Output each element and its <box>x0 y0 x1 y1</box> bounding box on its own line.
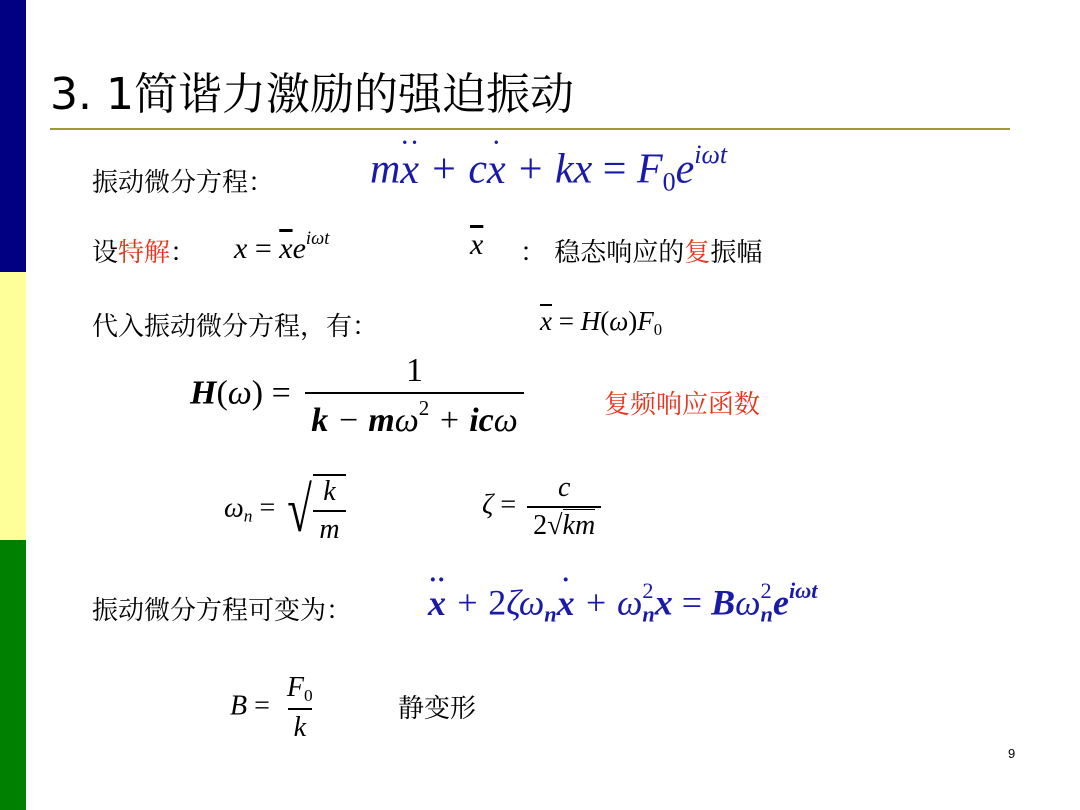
xbar-description: ： 稳态响应的复振幅 <box>520 238 763 268</box>
freq-response-label: 复频响应函数 <box>604 390 761 420</box>
static-deflection-eq: B = $\frac{F0}{k}$ <box>230 672 313 744</box>
static-deflection-label: 静变形 <box>398 694 477 724</box>
particular-solution-eq: $x = \overline{x}e^{i\omega t}$ <box>234 228 330 265</box>
natural-frequency-eq: ωn = √ $\frac{k}{m}$ <box>224 474 350 546</box>
left-bar-yellow <box>0 272 26 540</box>
damping-ratio-eq: ζ = $\frac{c}{2√km}$ <box>482 472 605 542</box>
transformed-eq-label: 振动微分方程可变为： <box>92 596 353 626</box>
xbar-symbol: $\overline{x}$ <box>470 228 484 261</box>
frequency-response-eq: H(ω) = $\frac{1}{k - m\omega^2 + ic\omega}$ <box>190 352 528 440</box>
left-bar-green <box>0 540 26 810</box>
eq-motion-label: 振动微分方程： <box>92 168 275 198</box>
substitution-label: 代入振动微分方程，有： <box>92 312 379 342</box>
transformed-eq: ·· $x + 2\zeta\omega n\cdot x + \omega^2nx = B\omega^2ne^{i\omega t}$ <box>428 578 818 627</box>
amplitude-eq: $\overline{x} = H(\omega)F0$ <box>540 306 663 340</box>
particular-solution-label: 设特解： <box>92 238 197 268</box>
page-number: 9 <box>1008 746 1016 761</box>
slide-title: 3. 1简谐力激励的强迫振动 <box>50 69 574 120</box>
left-bar-navy <box>0 0 26 272</box>
title-underline <box>50 128 1010 130</box>
eq-motion: m·· x + c· x + kx = $F0e^{i\omega t}$ <box>370 140 727 197</box>
